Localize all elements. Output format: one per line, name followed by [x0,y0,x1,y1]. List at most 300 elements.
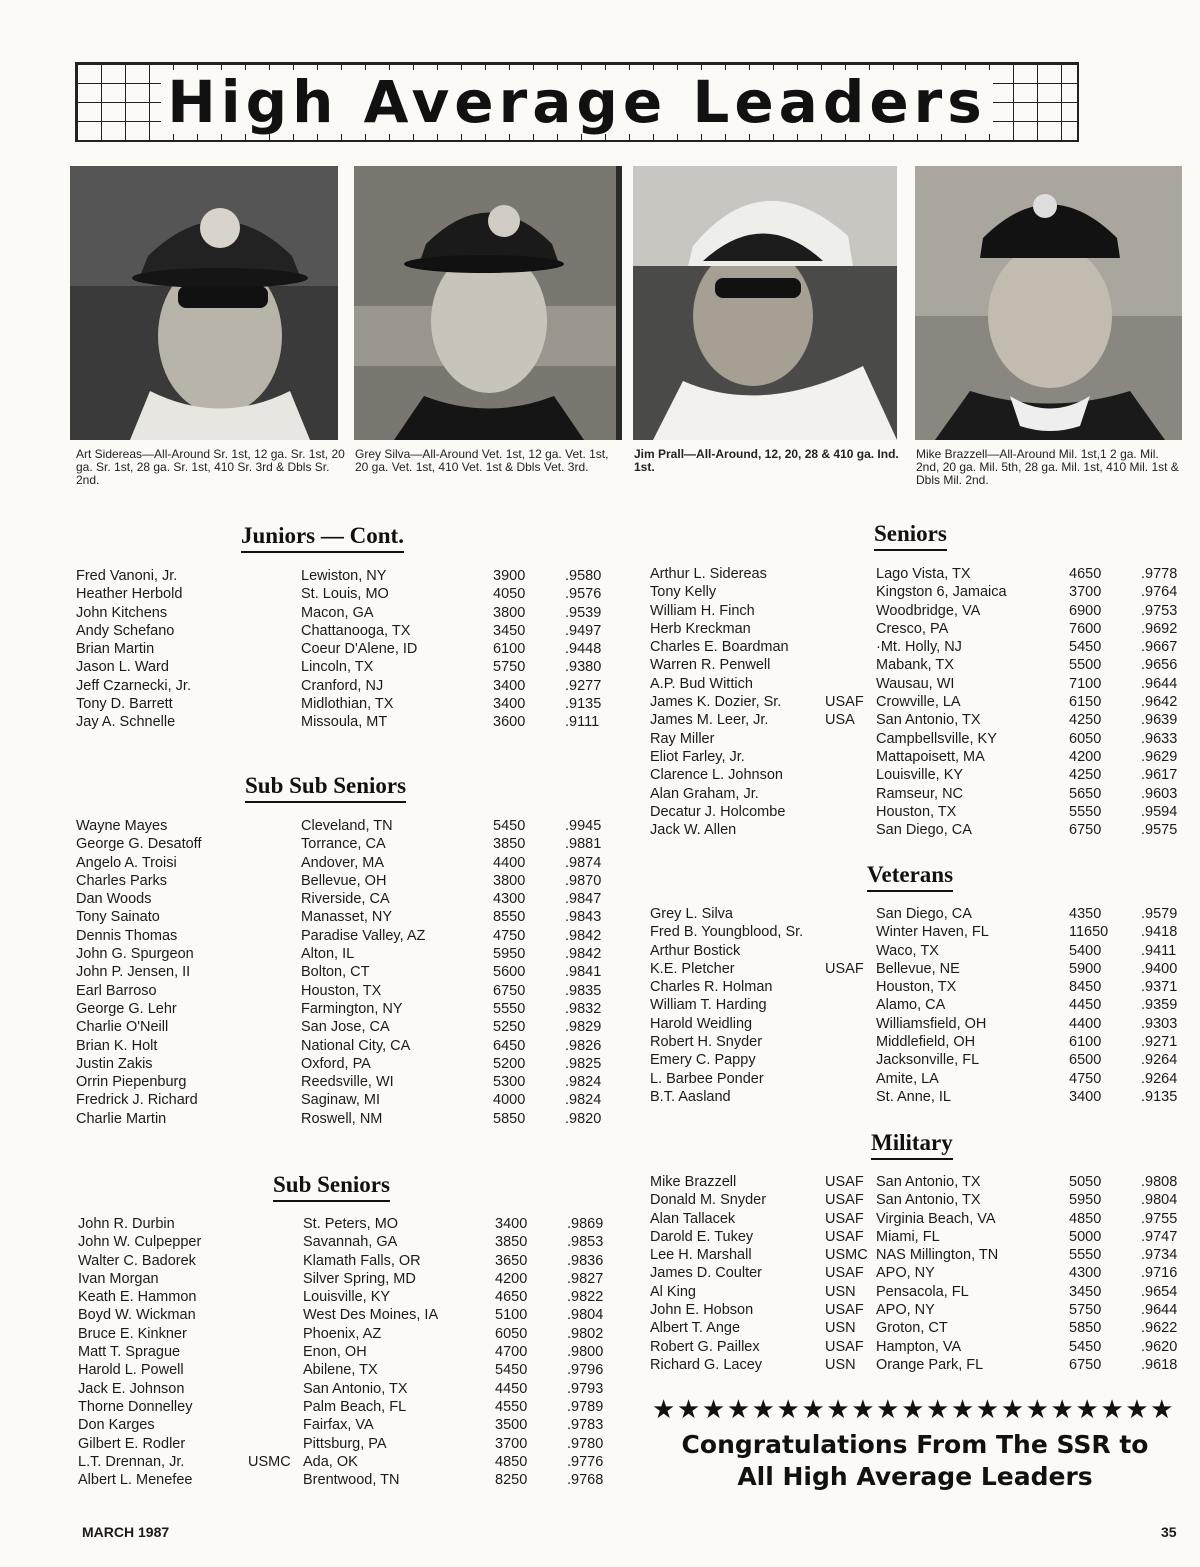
cell-name: Alan Tallacek [650,1210,736,1227]
cell-avg: .9639 [1141,712,1178,729]
cell-targets: 5500 [1069,657,1102,674]
cell-avg: .9594 [1141,803,1178,820]
cell-city: Pensacola, FL [876,1283,969,1300]
cell-avg: .9576 [565,586,602,603]
cell-name: John G. Spurgeon [76,946,194,963]
cell-avg: .9783 [567,1417,604,1434]
cell-targets: 5450 [493,818,526,834]
cell-targets: 4000 [493,1092,526,1109]
cell-branch: USAF [825,1192,864,1209]
cell-branch: USAF [825,960,864,977]
cell-name: Charles Parks [76,872,168,889]
cell-avg: .9716 [1141,1265,1178,1282]
cell-targets: 5050 [1069,1174,1102,1190]
heading-juniors: Juniors — Cont. [241,523,404,553]
cell-name: Fredrick J. Richard [76,1092,198,1109]
cell-city: Savannah, GA [303,1234,398,1251]
cell-name: Arthur Bostick [650,942,741,959]
cell-city: San Diego, CA [876,822,972,839]
star-divider: ★★★★★★★★★★★★★★★★★★★★★ [652,1394,1176,1424]
cell-targets: 4550 [495,1398,528,1415]
cell-name: Bruce E. Kinkner [78,1325,187,1342]
cell-avg: .9824 [565,1074,602,1091]
cell-branch: USAF [825,1338,864,1355]
cell-name: Harold Weidling [650,1015,753,1032]
cell-city: San Diego, CA [876,906,972,922]
cell-branch: USAF [825,1174,864,1190]
cell-avg: .9575 [1141,822,1178,839]
cell-name: Brian Martin [76,641,155,658]
cell-avg: .9622 [1141,1320,1178,1337]
cell-name: Tony Sainato [76,909,160,926]
cell-city: Woodbridge, VA [876,602,981,619]
cell-avg: .9747 [1141,1228,1178,1245]
cell-name: Robert H. Snyder [650,1034,763,1051]
cell-name: Dan Woods [76,891,152,908]
cell-targets: 3850 [493,836,526,853]
cell-targets: 8550 [493,909,526,926]
cell-avg: .9135 [565,696,602,713]
cell-name: A.P. Bud Wittich [650,675,753,692]
cell-avg: .9667 [1141,639,1178,656]
caption-art-sidereas: Art Sidereas—All-Around Sr. 1st, 12 ga. Sr. 1st, 20 ga. Sr. 1st, 28 ga. Sr. 1st, 410 Sr. 3rd & Dbls Sr. 2nd. [76,447,345,487]
heading-seniors: Seniors [874,521,947,551]
cell-city: Ada, OK [303,1453,358,1470]
cell-city: Fairfax, VA [303,1417,374,1434]
cell-targets: 6150 [1069,694,1102,711]
cell-city: Missoula, MT [301,714,388,731]
cell-targets: 5200 [493,1055,526,1072]
cell-name: John Kitchens [76,604,168,621]
cell-name: Jack W. Allen [650,822,737,839]
cell-name: Charles E. Boardman [650,639,789,656]
cell-name: Thorne Donnelley [78,1398,193,1415]
cell-city: APO, NY [876,1265,935,1282]
cell-name: Warren R. Penwell [650,657,771,674]
cell-avg: .9789 [567,1398,604,1415]
cell-avg: .9800 [567,1344,604,1361]
cell-avg: .9642 [1141,694,1178,711]
cell-city: Alamo, CA [876,997,946,1014]
cell-city: San Antonio, TX [876,1174,981,1190]
cell-avg: .9825 [565,1055,602,1072]
caption-mike-brazzell: Mike Brazzell—All-Around Mil. 1st,1 2 ga. Mil. 2nd, 20 ga. Mil. 5th, 28 ga. Mil. 1st, 410 Mil. 1st & Dbls Mil. 2nd. [916,447,1179,487]
cell-branch: USAF [825,1228,864,1245]
cell-city: Macon, GA [301,604,374,621]
cell-avg: .9804 [567,1307,604,1324]
cell-avg: .9603 [1141,785,1178,802]
cell-name: James M. Leer, Jr. [650,712,769,729]
cell-targets: 5650 [1069,785,1102,802]
cell-avg: .9644 [1141,675,1178,692]
cell-name: John E. Hobson [650,1302,754,1319]
cell-targets: 3400 [1069,1088,1102,1105]
cell-city: Midlothian, TX [301,696,394,713]
cell-avg: .9824 [565,1092,602,1109]
footer-issue: MARCH 1987 [82,1524,170,1540]
cell-city: Louisville, KY [876,767,964,784]
cell-targets: 5750 [493,659,526,676]
cell-city: Cleveland, TN [301,818,393,834]
cell-targets: 4450 [495,1380,528,1397]
cell-city: Riverside, CA [301,891,390,908]
cell-targets: 3800 [493,604,526,621]
cell-avg: .9802 [567,1325,604,1342]
cell-targets: 6750 [493,982,526,999]
cell-city: ·Mt. Holly, NJ [876,639,962,656]
cell-name: Tony D. Barrett [76,696,173,713]
cell-name: Justin Zakis [76,1055,153,1072]
caption-jim-prall: Jim Prall—All-Around, 12, 20, 28 & 410 ga. Ind. 1st. [634,447,899,474]
cell-avg: .9539 [565,604,602,621]
congrats-line-1: Congratulations From The SSR to [681,1430,1149,1459]
cell-name: Lee H. Marshall [650,1247,752,1264]
cell-targets: 5750 [1069,1302,1102,1319]
cell-city: Alton, IL [301,946,355,963]
cell-targets: 3700 [495,1435,528,1452]
cell-name: Matt T. Sprague [78,1344,181,1361]
cell-targets: 5100 [495,1307,528,1324]
cell-city: San Jose, CA [301,1019,390,1036]
cell-city: Crowville, LA [876,694,961,711]
cell-city: Kingston 6, Jamaica [876,584,1007,601]
title-banner [75,62,1079,142]
cell-city: Waco, TX [876,942,939,959]
cell-city: St. Peters, MO [303,1216,399,1232]
cell-avg: .9135 [1141,1088,1178,1105]
cell-city: Brentwood, TN [303,1472,400,1489]
cell-avg: .9380 [565,659,602,676]
cell-city: Pittsburg, PA [303,1435,387,1452]
cell-city: NAS Millington, TN [876,1247,999,1264]
cell-city: Groton, CT [876,1320,948,1337]
cell-targets: 8250 [495,1472,528,1489]
cell-city: National City, CA [301,1037,411,1054]
cell-name: Gilbert E. Rodler [78,1435,186,1452]
footer-page-number: 35 [1161,1524,1177,1540]
cell-avg: .9755 [1141,1210,1178,1227]
cell-name: Grey L. Silva [650,906,733,922]
cell-name: John P. Jensen, II [76,964,191,981]
cell-targets: 6450 [493,1037,526,1054]
cell-city: San Antonio, TX [876,1192,981,1209]
cell-name: William H. Finch [650,602,755,619]
heading-veterans: Veterans [867,862,953,892]
cell-name: Ivan Morgan [78,1270,159,1287]
cell-targets: 4650 [495,1289,528,1306]
cell-city: West Des Moines, IA [303,1307,439,1324]
cell-targets: 3600 [493,714,526,731]
cell-avg: .9629 [1141,748,1178,765]
cell-name: Emery C. Pappy [650,1052,756,1069]
cell-avg: .9264 [1141,1052,1178,1069]
cell-city: St. Anne, IL [876,1088,951,1105]
cell-name: Jay A. Schnelle [76,714,176,731]
cell-avg: .9654 [1141,1283,1178,1300]
cell-branch: USN [825,1283,856,1300]
cell-avg: .9277 [565,677,602,694]
cell-avg: .9580 [565,568,602,584]
cell-name: Earl Barroso [76,982,157,999]
cell-targets: 4450 [1069,997,1102,1014]
page-title: High Average Leaders [161,70,993,134]
cell-avg: .9826 [565,1037,602,1054]
cell-targets: 5550 [493,1000,526,1017]
cell-name: Keath E. Hammon [78,1289,197,1306]
cell-city: Houston, TX [301,982,382,999]
cell-targets: 4400 [1069,1015,1102,1032]
cell-targets: 6750 [1069,822,1102,839]
cell-city: Bolton, CT [301,964,370,981]
cell-city: Cresco, PA [876,620,949,637]
cell-city: Hampton, VA [876,1338,962,1355]
cell-targets: 5850 [493,1110,526,1127]
cell-targets: 4200 [495,1270,528,1287]
cell-targets: 3650 [495,1252,528,1269]
cell-name: Clarence L. Johnson [650,767,783,784]
cell-city: APO, NY [876,1302,935,1319]
cell-city: Wausau, WI [876,675,955,692]
cell-city: Louisville, KY [303,1289,391,1306]
cell-branch: USAF [825,1265,864,1282]
cell-name: K.E. Pletcher [650,960,735,977]
cell-targets: 5550 [1069,1247,1102,1264]
cell-targets: 3900 [493,568,526,584]
cell-targets: 4750 [1069,1070,1102,1087]
cell-targets: 3500 [495,1417,528,1434]
cell-name: Alan Graham, Jr. [650,785,759,802]
cell-targets: 5900 [1069,960,1102,977]
cell-targets: 7600 [1069,620,1102,637]
cell-avg: .9843 [565,909,602,926]
cell-name: Jeff Czarnecki, Jr. [76,677,191,694]
cell-city: Enon, OH [303,1344,367,1361]
cell-targets: 5000 [1069,1228,1102,1245]
cell-city: Roswell, NM [301,1110,383,1127]
cell-name: L. Barbee Ponder [650,1070,764,1087]
cell-avg: .9411 [1141,942,1177,959]
cell-avg: .9692 [1141,620,1178,637]
cell-avg: .9448 [565,641,602,658]
cell-avg: .9827 [567,1270,604,1287]
cell-city: Torrance, CA [301,836,386,853]
cell-targets: 3850 [495,1234,528,1251]
cell-name: Dennis Thomas [76,927,178,944]
cell-city: San Antonio, TX [303,1380,408,1397]
cell-city: Abilene, TX [303,1362,378,1379]
photo-jim-prall [633,166,897,440]
cell-name: Mike Brazzell [650,1174,737,1190]
cell-city: Ramseur, NC [876,785,964,802]
cell-avg: .9778 [1141,566,1178,582]
cell-branch: USAF [825,1210,864,1227]
cell-city: Farmington, NY [301,1000,403,1017]
cell-name: Tony Kelly [650,584,717,601]
cell-avg: .9869 [567,1216,604,1232]
cell-name: John W. Culpepper [78,1234,202,1251]
cell-name: George G. Lehr [76,1000,177,1017]
cell-avg: .9796 [567,1362,604,1379]
congrats-line-2: All High Average Leaders [737,1462,1093,1491]
cell-targets: 3700 [1069,584,1102,601]
cell-name: Charlie O'Neill [76,1019,169,1036]
photo-grey-silva [354,166,622,440]
cell-name: Heather Herbold [76,586,183,603]
cell-city: Oxford, PA [301,1055,371,1072]
cell-avg: .9808 [1141,1174,1178,1190]
cell-avg: .9497 [565,622,602,639]
cell-city: Jacksonville, FL [876,1052,980,1069]
cell-city: Lincoln, TX [301,659,374,676]
cell-avg: .9271 [1141,1034,1178,1051]
cell-name: Angelo A. Troisi [76,854,177,871]
cell-targets: 4850 [1069,1210,1102,1227]
cell-avg: .9618 [1141,1356,1178,1373]
cell-city: Chattanooga, TX [301,622,411,639]
cell-targets: 6900 [1069,602,1102,619]
cell-targets: 4200 [1069,748,1102,765]
cell-avg: .9881 [565,836,602,853]
cell-avg: .9822 [567,1289,604,1306]
cell-avg: .9842 [565,946,602,963]
cell-city: Virginia Beach, VA [876,1210,996,1227]
cell-name: Charlie Martin [76,1110,167,1127]
cell-name: Don Karges [78,1417,155,1434]
cell-avg: .9945 [565,818,602,834]
cell-targets: 4300 [493,891,526,908]
cell-city: Mattapoisett, MA [876,748,985,765]
cell-name: Walter C. Badorek [78,1252,196,1269]
cell-name: L.T. Drennan, Jr. [78,1453,185,1470]
cell-avg: .9371 [1141,979,1178,996]
cell-city: Coeur D'Alene, ID [301,641,418,658]
cell-name: Fred Vanoni, Jr. [76,568,178,584]
cell-name: James D. Coulter [650,1265,763,1282]
cell-targets: 3400 [493,677,526,694]
cell-avg: .9418 [1141,924,1178,941]
cell-name: James K. Dozier, Sr. [650,694,782,711]
cell-avg: .9853 [567,1234,604,1251]
cell-avg: .9633 [1141,730,1178,747]
cell-name: Fred B. Youngblood, Sr. [650,924,804,941]
cell-avg: .9841 [565,964,602,981]
cell-targets: 6100 [1069,1034,1102,1051]
cell-avg: .9264 [1141,1070,1178,1087]
cell-targets: 6750 [1069,1356,1102,1373]
cell-avg: .9776 [567,1453,604,1470]
cell-avg: .9832 [565,1000,602,1017]
cell-city: Winter Haven, FL [876,924,989,941]
cell-avg: .9847 [565,891,602,908]
cell-targets: 5450 [1069,1338,1102,1355]
cell-name: Jack E. Johnson [78,1380,185,1397]
cell-name: Charles R. Holman [650,979,773,996]
cell-targets: 11650 [1069,924,1109,941]
cell-targets: 3450 [493,622,526,639]
cell-name: Decatur J. Holcombe [650,803,786,820]
heading-sub-sub-seniors: Sub Sub Seniors [245,773,406,803]
cell-city: Lago Vista, TX [876,566,971,582]
cell-name: Albert L. Menefee [78,1472,193,1489]
cell-targets: 4400 [493,854,526,871]
heading-military: Military [871,1130,953,1160]
cell-city: Amite, LA [876,1070,939,1087]
cell-avg: .9874 [565,854,602,871]
cell-name: John R. Durbin [78,1216,175,1232]
cell-targets: 3400 [495,1216,528,1232]
cell-city: Reedsville, WI [301,1074,394,1091]
cell-avg: .9793 [567,1380,604,1397]
cell-avg: .9400 [1141,960,1178,977]
cell-city: Houston, TX [876,803,957,820]
cell-avg: .9836 [567,1252,604,1269]
cell-city: Middlefield, OH [876,1034,976,1051]
cell-targets: 4050 [493,586,526,603]
cell-city: Andover, MA [301,854,385,871]
cell-targets: 6500 [1069,1052,1102,1069]
cell-targets: 5300 [493,1074,526,1091]
cell-targets: 3800 [493,872,526,889]
cell-targets: 4650 [1069,566,1102,582]
photo-art-sidereas [70,166,338,440]
cell-avg: .9842 [565,927,602,944]
cell-targets: 8450 [1069,979,1102,996]
cell-name: Brian K. Holt [76,1037,158,1054]
cell-name: Andy Schefano [76,622,175,639]
cell-city: Houston, TX [876,979,957,996]
cell-city: Phoenix, AZ [303,1325,382,1342]
cell-targets: 4750 [493,927,526,944]
cell-targets: 4300 [1069,1265,1102,1282]
cell-name: Ray Miller [650,730,715,747]
cell-avg: .9870 [565,872,602,889]
cell-branch: USAF [825,1302,864,1319]
cell-avg: .9644 [1141,1302,1178,1319]
cell-city: Mabank, TX [876,657,954,674]
cell-branch: USA [825,712,855,729]
cell-name: Harold L. Powell [78,1362,184,1379]
heading-sub-seniors: Sub Seniors [273,1172,390,1202]
photo-mike-brazzell [915,166,1182,440]
cell-targets: 5450 [1069,639,1102,656]
cell-targets: 3450 [1069,1283,1102,1300]
cell-branch: USAF [825,694,864,711]
cell-city: St. Louis, MO [301,586,389,603]
cell-avg: .9359 [1141,997,1178,1014]
cell-targets: 6050 [495,1325,528,1342]
cell-city: Manasset, NY [301,909,393,926]
cell-branch: USMC [825,1247,868,1264]
cell-avg: .9620 [1141,1338,1178,1355]
cell-targets: 5450 [495,1362,528,1379]
cell-targets: 5400 [1069,942,1102,959]
cell-targets: 6100 [493,641,526,658]
cell-avg: .9579 [1141,906,1178,922]
cell-avg: .9111 [565,714,600,731]
cell-branch: USN [825,1320,856,1337]
cell-targets: 7100 [1069,675,1102,692]
cell-branch: USMC [248,1453,291,1470]
cell-name: Darold E. Tukey [650,1228,754,1245]
cell-name: Herb Kreckman [650,620,751,637]
cell-city: Cranford, NJ [301,677,384,694]
cell-avg: .9835 [565,982,602,999]
caption-grey-silva: Grey Silva—All-Around Vet. 1st, 12 ga. Vet. 1st, 20 ga. Vet. 1st, 410 Vet. 1st & Dbls Vet. 3rd. [355,447,609,474]
cell-name: George G. Desatoff [76,836,202,853]
cell-avg: .9829 [565,1019,602,1036]
cell-targets: 3400 [493,696,526,713]
cell-name: B.T. Aasland [650,1088,731,1105]
